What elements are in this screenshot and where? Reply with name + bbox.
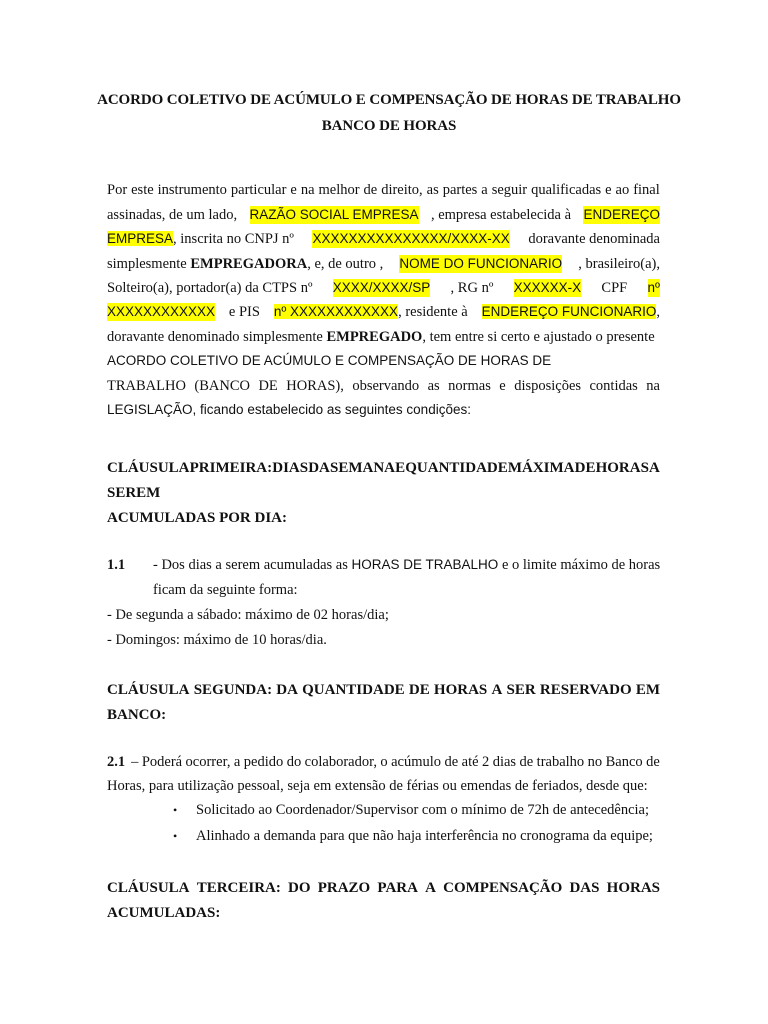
clause-3-heading-line-1 (107, 879, 660, 897)
word: TRABALHO (107, 378, 186, 394)
item-1-1-text-line-1: - Dos dias a serem acumuladas as HORAS DE TRABALHO e o limite máximo de horas (153, 557, 661, 573)
intro-line-4: simplesmente EMPREGADORA, e, de outro , NOME DO FUNCIONARIO , brasileiro(a), (107, 256, 660, 272)
employee-name-placeholder: NOME DO FUNCIONARIO (399, 256, 563, 271)
bullet-item-2: Alinhado a demanda para que não haja interferência no cronograma da equipe; (196, 828, 653, 844)
limit-weekdays: - De segunda a sábado: máximo de 02 horas/dia; (107, 607, 389, 623)
word: – (131, 754, 139, 770)
company-name-placeholder: RAZÃO SOCIAL EMPRESA (249, 207, 419, 222)
word: MÁXIMA (507, 460, 575, 476)
ctps-placeholder: XXXX/XXXX/SP (332, 280, 431, 295)
word: DA (276, 682, 298, 698)
word: melhor (318, 182, 360, 198)
word: Por (107, 182, 128, 198)
word: na (646, 378, 660, 394)
company-address-placeholder-2: EMPRESA (107, 231, 174, 246)
item-number-1-1: 1.1 (107, 557, 126, 573)
limit-sundays: - Domingos: máximo de 10 horas/dia. (107, 632, 327, 648)
word: DE (258, 378, 278, 394)
bullet-icon: • (173, 829, 178, 843)
word: colaborador, (304, 754, 377, 770)
word: Poderá (141, 754, 183, 770)
word: as (426, 182, 439, 198)
word: PARA (377, 880, 418, 896)
word: e (499, 378, 506, 394)
word: de (444, 754, 459, 770)
word: e (605, 182, 612, 198)
intro-line-10: LEGISLAÇÃO, ficando estabelecido as seguintes condições: (107, 402, 471, 417)
word: de (646, 754, 660, 770)
intro-line-7: doravante denominado simplesmente EMPREGADO, tem entre si certo e ajustado o presente (107, 329, 655, 345)
word: HORAS (433, 682, 488, 698)
word: RESERVADO (539, 682, 632, 698)
word: até (461, 754, 479, 770)
cpf-placeholder: XXXXXXXXXXXX (107, 304, 216, 319)
word: TERCEIRA: (196, 880, 281, 896)
word: PRIMEIRA: (189, 460, 273, 476)
word: CLÁUSULA (107, 460, 190, 476)
item-2-1-line-1 (107, 753, 660, 771)
word: (BANCO (194, 378, 250, 394)
word: particular (230, 182, 287, 198)
word: trabalho (536, 754, 585, 770)
word: SEGUNDA: (193, 682, 273, 698)
intro-line-9 (107, 377, 660, 395)
intro-line-8: ACORDO COLETIVO DE ACÚMULO E COMPENSAÇÃO DE HORAS DE (107, 353, 552, 368)
document-title-line-1: ACORDO COLETIVO DE ACÚMULO E COMPENSAÇÃO DE HORAS DE TRABALHO (97, 92, 681, 108)
word: SEMANA (329, 460, 395, 476)
word: PRAZO (317, 880, 371, 896)
word: direito, (381, 182, 423, 198)
item-2-1-line-2: Horas, para utilização pessoal, seja em extensão de férias ou emendas de feriados, desde que: (107, 778, 648, 794)
item-1-1-text-line-2: ficam da seguinte forma: (153, 582, 298, 598)
word: SER (506, 682, 536, 698)
word: de (519, 754, 534, 770)
document-title-line-2: BANCO DE HORAS (321, 118, 457, 134)
intro-line-3: EMPRESA, inscrita no CNPJ nº XXXXXXXXXXXXXXX/XXXX-XX doravante denominada (107, 231, 660, 247)
word: a (233, 754, 241, 770)
word: de (363, 182, 378, 198)
word: QUANTIDADE (302, 682, 405, 698)
word: DO (288, 880, 311, 896)
word: E (395, 460, 406, 476)
word: na (300, 182, 315, 198)
word: no (587, 754, 603, 770)
word: contidas (589, 378, 638, 394)
word: este (131, 182, 154, 198)
word: Banco (605, 754, 643, 770)
word: disposições (514, 378, 582, 394)
word: o (380, 754, 388, 770)
employee-address-placeholder: ENDEREÇO FUNCIONARIO (481, 304, 657, 319)
company-address-placeholder-1: ENDEREÇO (583, 207, 660, 222)
clause-2-heading-line-1 (107, 681, 660, 699)
word: ocorrer, (185, 754, 231, 770)
word: A (425, 880, 436, 896)
word: pedido (243, 754, 284, 770)
word: DA (308, 460, 330, 476)
word: QUANTIDADE (405, 460, 508, 476)
word: HORAS (595, 460, 649, 476)
item-number-2-1: 2.1 (107, 754, 126, 770)
word: observando (352, 378, 420, 394)
word: a (481, 182, 488, 198)
word: A (649, 460, 660, 476)
word: DE (574, 460, 596, 476)
word: final (633, 182, 660, 198)
word: DE (408, 682, 430, 698)
word: partes (442, 182, 478, 198)
word: do (286, 754, 302, 770)
word: DAS (569, 880, 600, 896)
employer-label: EMPREGADORA (190, 256, 308, 272)
word: HORAS (606, 880, 660, 896)
clause-3-heading-line-2: ACUMULADAS: (107, 905, 221, 921)
employee-label: EMPREGADO (326, 329, 423, 345)
word: instrumento (157, 182, 227, 198)
clause-2-heading-line-2: BANCO: (107, 707, 167, 723)
intro-line-6: XXXXXXXXXXXX e PIS nº XXXXXXXXXXXX, residente à ENDEREÇO FUNCIONARIO, (107, 304, 660, 320)
clause-1-heading-line-1 (107, 459, 660, 477)
cnpj-placeholder: XXXXXXXXXXXXXXX/XXXX-XX (312, 231, 510, 246)
bullet-icon: • (173, 803, 178, 817)
word: CLÁUSULA (107, 880, 190, 896)
word: e (290, 182, 297, 198)
clause-1-heading-line-2: SEREM (107, 485, 161, 501)
word: ao (615, 182, 630, 198)
word: qualificadas (531, 182, 602, 198)
intro-line-5: Solteiro(a), portador(a) da CTPS nº XXXX/XXXX/SP , RG nº XXXXXX-X CPF nº (107, 280, 660, 296)
intro-line-2: assinadas, de um lado, RAZÃO SOCIAL EMPRESA , empresa estabelecida à ENDEREÇO (107, 207, 660, 223)
word: HORAS), (286, 378, 344, 394)
word: acúmulo (391, 754, 442, 770)
word: seguir (491, 182, 528, 198)
cpf-no-placeholder: nº (647, 280, 660, 295)
word: DIAS (272, 460, 309, 476)
pis-placeholder: nº XXXXXXXXXXXX (273, 304, 399, 319)
word: CLÁUSULA (107, 682, 190, 698)
word: dias (492, 754, 517, 770)
bullet-item-1: Solicitado ao Coordenador/Supervisor com o mínimo de 72h de antecedência; (196, 802, 650, 818)
word: EM (635, 682, 660, 698)
intro-line-1 (107, 181, 660, 199)
word: normas (448, 378, 491, 394)
clause-1-heading-line-3: ACUMULADAS POR DIA: (107, 510, 287, 526)
rg-placeholder: XXXXXX-X (513, 280, 582, 295)
word: as (427, 378, 440, 394)
word: 2 (482, 754, 490, 770)
word: A (491, 682, 503, 698)
word: COMPENSAÇÃO (443, 880, 563, 896)
